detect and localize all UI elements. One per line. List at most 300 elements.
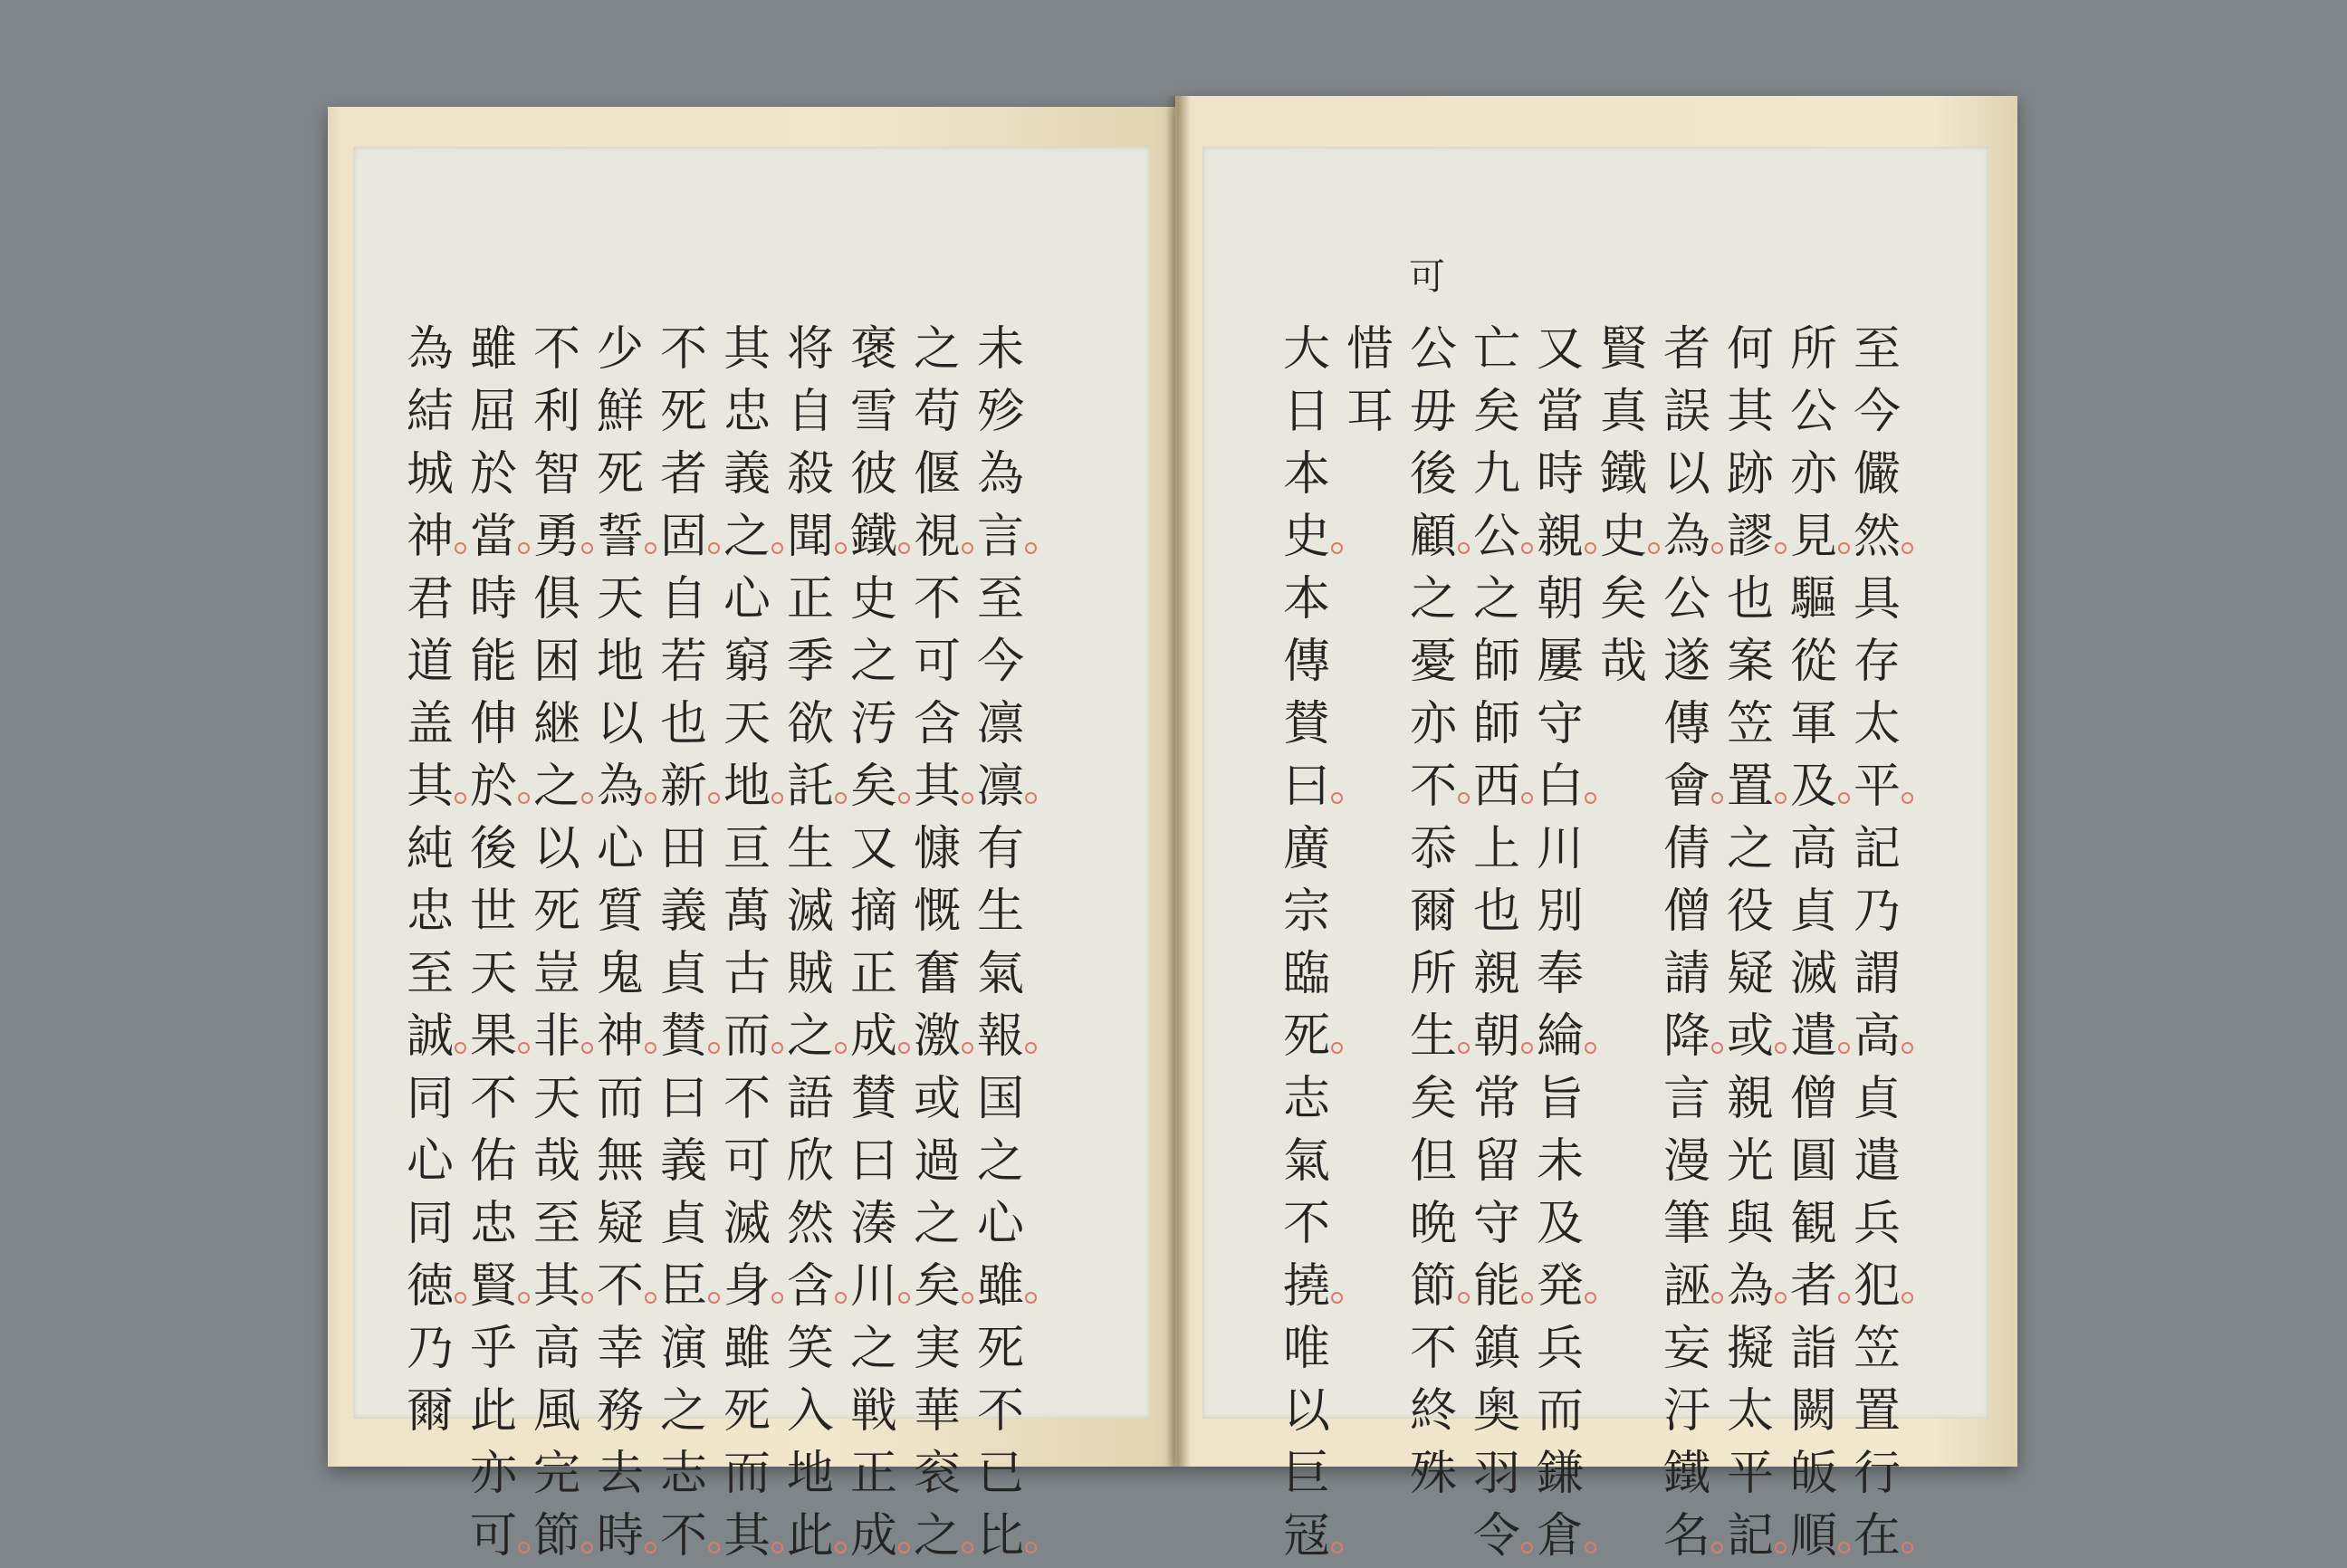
- character: 神: [406, 510, 454, 564]
- character: 毋: [1409, 385, 1457, 439]
- character: 時: [596, 1509, 644, 1563]
- reading-mark-circle: [645, 1542, 656, 1554]
- character: 僧: [1789, 1072, 1837, 1126]
- reading-mark-circle: [581, 1542, 593, 1554]
- character: 何: [1726, 322, 1774, 377]
- character: 請: [1662, 947, 1710, 1001]
- character: 當: [1536, 385, 1584, 439]
- reading-mark-circle: [645, 792, 656, 804]
- character: 萬: [723, 884, 771, 939]
- character: 記: [1726, 1509, 1774, 1563]
- character: 者: [659, 447, 707, 502]
- reading-mark-circle: [1902, 542, 1913, 554]
- text-column: [905, 319, 969, 1568]
- character: 而: [723, 1009, 771, 1064]
- character: 在: [1853, 1509, 1901, 1563]
- reading-mark-circle: [835, 1542, 847, 1554]
- character: 若: [659, 635, 707, 689]
- reading-mark-circle: [898, 1292, 910, 1304]
- character: 含: [913, 697, 961, 751]
- character: 比: [976, 1509, 1024, 1563]
- character: 智: [532, 447, 580, 502]
- character: 於: [469, 760, 517, 814]
- character: 時: [1536, 447, 1584, 502]
- character: 心: [976, 1197, 1024, 1251]
- character: 耳: [1346, 385, 1394, 439]
- reading-mark-circle: [1585, 1042, 1596, 1054]
- reading-mark-circle: [771, 1042, 783, 1054]
- reading-mark-circle: [898, 542, 910, 554]
- character: 今: [1853, 385, 1901, 439]
- character: 慨: [913, 884, 961, 939]
- character: 国: [976, 1072, 1024, 1126]
- character: 擬: [1726, 1322, 1774, 1376]
- character: 具: [1853, 572, 1901, 626]
- character: 地: [596, 635, 644, 689]
- character: 心: [723, 572, 771, 626]
- character: 君: [406, 572, 454, 626]
- character: 笠: [1726, 697, 1774, 751]
- character: 惜: [1346, 322, 1394, 377]
- reading-mark-circle: [835, 792, 847, 804]
- character: 為: [1726, 1259, 1774, 1314]
- reading-mark-circle: [1025, 542, 1037, 554]
- reading-mark-circle: [518, 1542, 530, 1554]
- character: 兵: [1853, 1197, 1901, 1251]
- character: 不: [469, 1072, 517, 1126]
- character: 存: [1853, 635, 1901, 689]
- character: 公: [1662, 572, 1710, 626]
- character: 滅: [723, 1197, 771, 1251]
- character: 師: [1472, 635, 1520, 689]
- character: 以: [532, 822, 580, 876]
- character: 激: [913, 1009, 961, 1064]
- reading-mark-circle: [581, 1292, 593, 1304]
- character: 高: [1853, 1009, 1901, 1064]
- character: 冦: [1282, 1509, 1330, 1563]
- character: 遣: [1789, 1009, 1837, 1064]
- reading-mark-circle: [1585, 1292, 1596, 1304]
- character: 之: [849, 1322, 897, 1376]
- character: 苟: [913, 385, 961, 439]
- reading-mark-circle: [962, 1042, 973, 1054]
- character: 又: [849, 822, 897, 876]
- character: 賛: [1282, 697, 1330, 751]
- character: 利: [532, 385, 580, 439]
- character: 之: [532, 760, 580, 814]
- character: 行: [1853, 1447, 1901, 1501]
- character: 筆: [1662, 1197, 1710, 1251]
- character: 屈: [469, 385, 517, 439]
- character: 賢: [1599, 322, 1647, 377]
- character: 奮: [913, 947, 961, 1001]
- character: 幸: [596, 1322, 644, 1376]
- character: 遣: [1853, 1134, 1901, 1189]
- character: 遂: [1662, 635, 1710, 689]
- reading-mark-circle: [708, 792, 720, 804]
- character: 世: [469, 884, 517, 939]
- character: 笑: [786, 1322, 834, 1376]
- character: 其: [1726, 385, 1774, 439]
- character: 其: [723, 1509, 771, 1563]
- character: 公: [1409, 322, 1457, 377]
- character: 者: [1662, 322, 1710, 377]
- text-column: [1655, 319, 1719, 1568]
- character: 太: [1726, 1384, 1774, 1439]
- reading-mark-circle: [518, 542, 530, 554]
- reading-mark-circle: [1838, 542, 1850, 554]
- character: 矣: [1472, 385, 1520, 439]
- character: 哉: [532, 1134, 580, 1189]
- character: 以: [1282, 1384, 1330, 1439]
- character: 真: [1599, 385, 1647, 439]
- character: 鐵: [849, 510, 897, 564]
- reading-mark-circle: [708, 542, 720, 554]
- character: 正: [849, 947, 897, 1001]
- character: 哉: [1599, 635, 1647, 689]
- character: 雖: [469, 322, 517, 377]
- character: 未: [976, 322, 1024, 377]
- marginal-note: 可: [1409, 256, 1445, 298]
- character: 貞: [659, 1197, 707, 1251]
- character: 矣: [849, 760, 897, 814]
- character: 疑: [596, 1197, 644, 1251]
- character: 心: [406, 1134, 454, 1189]
- character: 言: [1662, 1072, 1710, 1126]
- character: 発: [1536, 1259, 1584, 1314]
- character: 賢: [469, 1259, 517, 1314]
- reading-mark-circle: [1775, 1292, 1787, 1304]
- character: 可: [469, 1509, 517, 1563]
- reading-mark-circle: [1585, 542, 1596, 554]
- character: 季: [786, 635, 834, 689]
- character: 質: [596, 884, 644, 939]
- character: 其: [406, 760, 454, 814]
- character: 之: [849, 635, 897, 689]
- character: 本: [1282, 447, 1330, 502]
- character: 者: [1789, 1259, 1837, 1314]
- character: 雖: [723, 1322, 771, 1376]
- character: 語: [786, 1072, 834, 1126]
- character: 後: [469, 822, 517, 876]
- character: 兵: [1536, 1322, 1584, 1376]
- reading-mark-circle: [1838, 792, 1850, 804]
- character: 守: [1472, 1197, 1520, 1251]
- character: 誠: [406, 1009, 454, 1064]
- character: 笠: [1853, 1322, 1901, 1376]
- character: 之: [1409, 572, 1457, 626]
- character: 屢: [1536, 635, 1584, 689]
- character: 不: [723, 1072, 771, 1126]
- character: 奥: [1472, 1384, 1520, 1439]
- reading-mark-circle: [1458, 1042, 1470, 1054]
- character: 託: [786, 760, 834, 814]
- character: 可: [913, 635, 961, 689]
- reading-mark-circle: [1775, 542, 1787, 554]
- character: 至: [532, 1197, 580, 1251]
- character: 然: [1853, 510, 1901, 564]
- character: 滅: [786, 884, 834, 939]
- reading-mark-circle: [518, 1292, 530, 1304]
- reading-mark-circle: [1458, 542, 1470, 554]
- character: 降: [1662, 1009, 1710, 1064]
- character: 演: [659, 1322, 707, 1376]
- character: 儼: [1853, 447, 1901, 502]
- character: 常: [1472, 1072, 1520, 1126]
- character: 未: [1536, 1134, 1584, 1189]
- character: 曰: [849, 1134, 897, 1189]
- reading-mark-circle: [708, 1042, 720, 1054]
- character: 留: [1472, 1134, 1520, 1189]
- character: 上: [1472, 822, 1520, 876]
- character: 光: [1726, 1134, 1774, 1189]
- character: 軍: [1789, 697, 1837, 751]
- character: 置: [1853, 1384, 1901, 1439]
- text-column: [779, 319, 842, 1568]
- character: 又: [1536, 322, 1584, 377]
- character: 鐵: [1662, 1447, 1710, 1501]
- character: 置: [1726, 760, 1774, 814]
- reading-mark-circle: [581, 792, 593, 804]
- reading-mark-circle: [1521, 542, 1533, 554]
- character: 城: [406, 447, 454, 502]
- reading-mark-circle: [1838, 1292, 1850, 1304]
- character: 親: [1472, 947, 1520, 1001]
- character: 朝: [1536, 572, 1584, 626]
- character: 公: [1789, 385, 1837, 439]
- text-column: [1592, 319, 1655, 693]
- character: 不: [1282, 1197, 1330, 1251]
- character: 鮮: [596, 385, 644, 439]
- character: 驅: [1789, 572, 1837, 626]
- character: 誤: [1662, 385, 1710, 439]
- character: 之: [913, 322, 961, 377]
- reading-mark-circle: [1521, 1292, 1533, 1304]
- character: 亦: [1789, 447, 1837, 502]
- reading-mark-circle: [1025, 792, 1037, 804]
- text-column: [1402, 319, 1465, 1506]
- text-column: [842, 319, 905, 1568]
- reading-mark-circle: [1521, 1542, 1533, 1554]
- character: 不: [532, 322, 580, 377]
- character: 貞: [1789, 884, 1837, 939]
- reading-mark-circle: [518, 792, 530, 804]
- character: 至: [1853, 322, 1901, 377]
- character: 田: [659, 822, 707, 876]
- character: 非: [532, 1009, 580, 1064]
- character: 有: [976, 822, 1024, 876]
- character: 史: [849, 572, 897, 626]
- reading-mark-circle: [898, 1042, 910, 1054]
- reading-mark-circle: [898, 792, 910, 804]
- character: 能: [1472, 1259, 1520, 1314]
- reading-mark-circle: [1585, 1542, 1596, 1554]
- reading-mark-circle: [1775, 792, 1787, 804]
- character: 誓: [596, 510, 644, 564]
- character: 汙: [1662, 1384, 1710, 1439]
- character: 鎮: [1472, 1322, 1520, 1376]
- character: 史: [1599, 510, 1647, 564]
- character: 不: [976, 1384, 1024, 1439]
- reading-mark-circle: [1902, 792, 1913, 804]
- character: 其: [913, 760, 961, 814]
- reading-mark-circle: [835, 1042, 847, 1054]
- character: 報: [976, 1009, 1024, 1064]
- character: 之: [976, 1134, 1024, 1189]
- character: 之: [913, 1509, 961, 1563]
- character: 為: [596, 760, 644, 814]
- character: 跡: [1726, 447, 1774, 502]
- character: 所: [1789, 322, 1837, 377]
- text-column: [652, 319, 715, 1568]
- character: 窮: [723, 635, 771, 689]
- character: 賛: [849, 1072, 897, 1126]
- character: 於: [469, 447, 517, 502]
- character: 記: [1853, 822, 1901, 876]
- character: 賛: [659, 1009, 707, 1064]
- character: 少: [596, 322, 644, 377]
- character: 自: [659, 572, 707, 626]
- character: 綸: [1536, 1009, 1584, 1064]
- character: 西: [1472, 760, 1520, 814]
- character: 可: [723, 1134, 771, 1189]
- character: 誣: [1662, 1259, 1710, 1314]
- reading-mark-circle: [1711, 1542, 1723, 1554]
- character: 詣: [1789, 1322, 1837, 1376]
- character: 将: [786, 322, 834, 377]
- character: 鐵: [1599, 447, 1647, 502]
- character: 死: [723, 1384, 771, 1439]
- character: 彼: [849, 447, 897, 502]
- character: 為: [976, 447, 1024, 502]
- character: 唯: [1282, 1322, 1330, 1376]
- character: 節: [532, 1509, 580, 1563]
- text-column: [1845, 319, 1909, 1568]
- reading-mark-circle: [1711, 1042, 1723, 1054]
- character: 之: [786, 1009, 834, 1064]
- character: 死: [532, 884, 580, 939]
- character: 犯: [1853, 1259, 1901, 1314]
- character: 日: [1282, 385, 1330, 439]
- reading-mark-circle: [1521, 792, 1533, 804]
- character: 爾: [1409, 884, 1457, 939]
- reading-mark-circle: [1331, 1042, 1343, 1054]
- reading-mark-circle: [771, 542, 783, 554]
- character: 志: [1282, 1072, 1330, 1126]
- character: 妄: [1662, 1322, 1710, 1376]
- character: 能: [469, 635, 517, 689]
- character: 闕: [1789, 1384, 1837, 1439]
- text-column: [969, 319, 1032, 1568]
- text-column: [589, 319, 652, 1568]
- character: 俱: [532, 572, 580, 626]
- character: 伸: [469, 697, 517, 751]
- text-column: [1782, 319, 1845, 1568]
- character: 漫: [1662, 1134, 1710, 1189]
- character: 川: [1536, 822, 1584, 876]
- text-column: [1275, 319, 1338, 1568]
- character: 而: [1536, 1384, 1584, 1439]
- character: 氣: [976, 947, 1024, 1001]
- character: 身: [723, 1259, 771, 1314]
- text-column: [398, 319, 462, 1443]
- character: 湊: [849, 1197, 897, 1251]
- reading-mark-circle: [1775, 1542, 1787, 1554]
- character: 九: [1472, 447, 1520, 502]
- character: 為: [1662, 510, 1710, 564]
- character: 生: [976, 884, 1024, 939]
- character: 実: [913, 1322, 961, 1376]
- character: 顧: [1409, 510, 1457, 564]
- character: 或: [913, 1072, 961, 1126]
- character: 傳: [1662, 697, 1710, 751]
- reading-mark-circle: [898, 1542, 910, 1554]
- reading-mark-circle: [1902, 1042, 1913, 1054]
- character: 地: [723, 760, 771, 814]
- character: 亘: [723, 822, 771, 876]
- character: 滅: [1789, 947, 1837, 1001]
- character: 成: [849, 1509, 897, 1563]
- character: 親: [1726, 1072, 1774, 1126]
- character: 不: [913, 572, 961, 626]
- reading-mark-circle: [1331, 792, 1343, 804]
- character: 欲: [786, 697, 834, 751]
- character: 華: [913, 1384, 961, 1439]
- reading-mark-circle: [581, 542, 593, 554]
- character: 平: [1853, 760, 1901, 814]
- character: 但: [1409, 1134, 1457, 1189]
- character: 死: [976, 1322, 1024, 1376]
- text-column: [1528, 319, 1592, 1568]
- character: 無: [596, 1134, 644, 1189]
- character: 鎌: [1536, 1447, 1584, 1501]
- character: 汚: [849, 697, 897, 751]
- character: 自: [786, 385, 834, 439]
- character: 此: [469, 1384, 517, 1439]
- reading-mark-circle: [771, 792, 783, 804]
- reading-mark-circle: [1648, 542, 1660, 554]
- character: 會: [1662, 760, 1710, 814]
- text-column: [462, 319, 525, 1568]
- text-column: [1338, 319, 1402, 444]
- character: 継: [532, 697, 580, 751]
- character: 正: [849, 1447, 897, 1501]
- character: 乃: [406, 1322, 454, 1376]
- reading-mark-circle: [645, 1042, 656, 1054]
- character: 徳: [406, 1259, 454, 1314]
- character: 終: [1409, 1384, 1457, 1439]
- character: 而: [723, 1447, 771, 1501]
- character: 風: [532, 1384, 580, 1439]
- character: 所: [1409, 947, 1457, 1001]
- character: 其: [532, 1259, 580, 1314]
- reading-mark-circle: [455, 1042, 466, 1054]
- character: 至: [976, 572, 1024, 626]
- character: 貞: [1853, 1072, 1901, 1126]
- character: 也: [1472, 884, 1520, 939]
- character: 羽: [1472, 1447, 1520, 1501]
- reading-mark-circle: [1025, 1042, 1037, 1054]
- character: 死: [1282, 1009, 1330, 1064]
- character: 生: [786, 822, 834, 876]
- character: 史: [1282, 510, 1330, 564]
- character: 天: [596, 572, 644, 626]
- reading-mark-circle: [645, 542, 656, 554]
- reading-mark-circle: [645, 1292, 656, 1304]
- reading-mark-circle: [455, 542, 466, 554]
- character: 務: [596, 1384, 644, 1439]
- left-page: [353, 147, 1150, 1563]
